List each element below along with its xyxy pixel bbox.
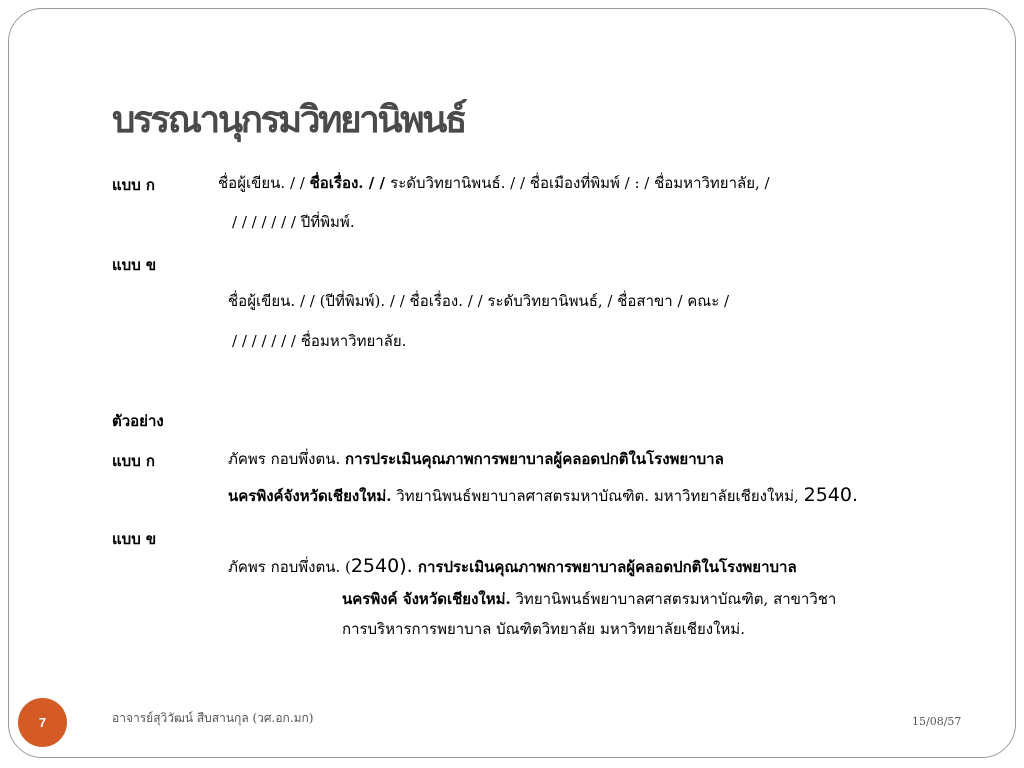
example-b-line-3: การบริหารการพยาบาล บัณฑิตวิทยาลัย มหาวิทยาลัยเชียงใหม่. (342, 620, 745, 638)
format-a-label: แบบ ก (112, 176, 156, 194)
example-a-label: แบบ ก (112, 452, 156, 470)
example-a-line-2 (228, 485, 858, 506)
example-b-line-1 (228, 556, 797, 577)
example-b-label: แบบ ข (112, 530, 157, 548)
footer-author: อาจารย์สุวิวัฒน์ สืบสานกุล (วศ.อก.มก) (112, 711, 314, 725)
format-b-line-1: ชื่อผู้เขียน. / / (ปีที่พิมพ์). / / ชื่อเรื่อง. / / ระดับวิทยานิพนธ์, / ชื่อสาขา / คณะ / (228, 292, 730, 310)
example-a-title-cont: นครพิงค์จังหวัดเชียงใหม่. (228, 487, 392, 505)
example-b-title-cont: นครพิงค์ จังหวัดเชียงใหม่. (342, 590, 511, 608)
format-a-title-field: ชื่อเรื่อง. / / (309, 174, 391, 192)
example-a-title: การประเมินคุณภาพการพยาบาลผู้คลอดปกติในโรงพยาบาล (345, 450, 724, 468)
example-b-line-2 (342, 589, 836, 609)
format-a-author: ชื่อผู้เขียน. / / (218, 174, 310, 192)
example-b-title: การประเมินคุณภาพการพยาบาลผู้คลอดปกติในโรงพยาบาล (412, 558, 797, 576)
format-a-line-2: / / / / / / / ปีที่พิมพ์. (232, 213, 355, 231)
example-heading: ตัวอย่าง (112, 412, 164, 430)
example-a-line-1 (228, 449, 724, 469)
format-b-label: แบบ ข (112, 256, 157, 274)
footer-date: 15/08/57 (912, 715, 962, 728)
slide-title: บรรณานุกรมวิทยานิพนธ์ (112, 98, 465, 141)
format-a-rest: ระดับวิทยานิพนธ์. / / ชื่อเมืองที่พิมพ์ / : / ชื่อมหาวิทยาลัย, / (390, 174, 770, 192)
slide-number-badge: 7 (18, 698, 67, 747)
example-a-rest: วิทยานิพนธ์พยาบาลศาสตรมหาบัณฑิต. มหาวิทยาลัยเชียงใหม่, (391, 487, 804, 505)
example-a-year: 2540. (803, 484, 859, 506)
format-a-line-1 (218, 173, 770, 193)
example-a-author: ภัคพร กอบพึ่งตน. (228, 450, 345, 468)
example-b-author: ภัคพร กอบพึ่งตน. ( (228, 558, 351, 576)
format-b-line-2: / / / / / / / ชื่อมหาวิทยาลัย. (232, 332, 407, 350)
example-b-year: 2540). (350, 555, 413, 577)
example-b-rest: วิทยานิพนธ์พยาบาลศาสตรมหาบัณฑิต, สาขาวิชา (510, 590, 837, 608)
